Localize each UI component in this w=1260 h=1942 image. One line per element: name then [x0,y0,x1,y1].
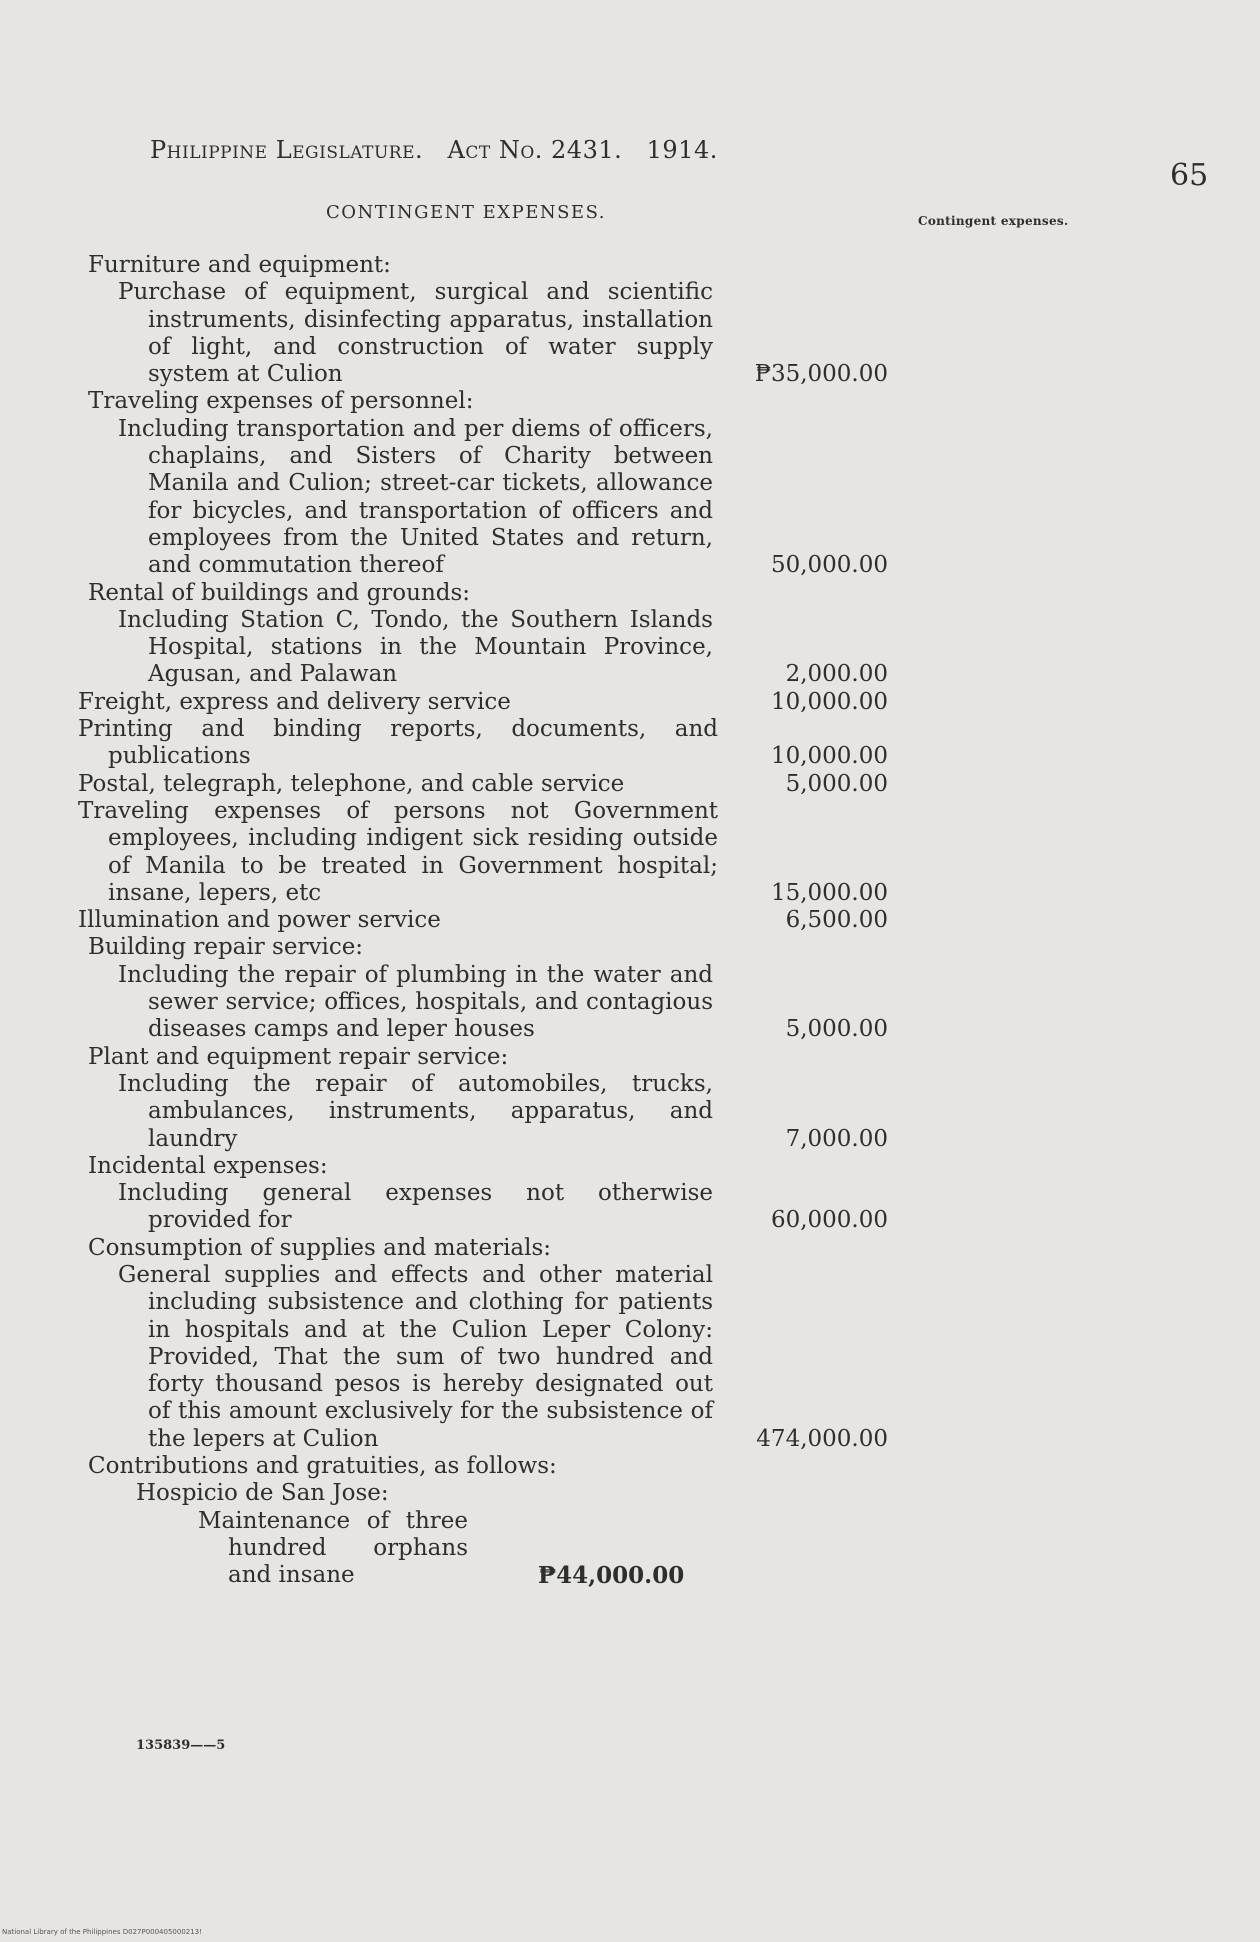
legislature-name: Philippine Legislature. [150,136,424,164]
item-amount: ₱44,000.00 [538,1562,685,1590]
item-amount: 60,000.00 [770,1207,888,1234]
page-number: 65 [1170,158,1209,193]
item-detail: Maintenance of three hundred orphans and insane [198,1507,468,1589]
list-item [78,1180,898,1235]
item-detail: Printing and binding reports, documents, and publications [78,716,718,770]
item-heading: Consumption of supplies and materials: [88,1234,552,1261]
year: 1914. [646,136,718,164]
signature-mark: 135839——5 [136,1738,226,1753]
margin-note: Contingent expenses. [918,214,1069,228]
item-amount: 5,000.00 [785,1016,888,1043]
item-amount: ₱35,000.00 [754,361,888,388]
item-heading: Building repair service: [88,934,364,961]
appropriation-list [78,252,898,1590]
item-amount: 5,000.00 [785,770,888,797]
item-amount: 50,000.00 [770,552,888,579]
item-detail: Illumination and power service [78,907,441,934]
item-detail: Including transportation and per diems of officers, chaplains, and Sisters of Charity between Manila and Culion; street-car tickets, allowance for bicycles, and transportation of officers and employees from the United States and return, and commutation thereof [118,415,713,579]
contributions-heading: Contributions and gratuities, as follows: [88,1453,557,1480]
act-number: Act No. 2431. [447,136,623,164]
list-item [78,689,898,716]
item-detail: Traveling expenses of persons not Government employees, including indigent sick residing outside of Manila to be treated in Government hospital; insane, lepers, etc [78,797,718,906]
list-item [78,716,898,771]
item-amount: 10,000.00 [770,743,888,770]
running-header [150,136,870,164]
item-detail: Including the repair of automobiles, trucks, ambulances, instruments, apparatus, and laundry [118,1070,713,1152]
item-heading: Traveling expenses of personnel: [88,388,474,415]
item-amount: 474,000.00 [756,1425,888,1452]
item-detail: Including general expenses not otherwise provided for [118,1180,713,1234]
item-detail: Including Station C, Tondo, the Southern Islands Hospital, stations in the Mountain Province, Agusan, and Palawan [118,606,713,688]
section-title: CONTINGENT EXPENSES. [326,202,606,223]
item-detail: Including the repair of plumbing in the water and sewer service; offices, hospitals, and contagious diseases camps and leper houses [118,961,713,1043]
item-amount: 10,000.00 [770,688,888,715]
item-detail: Purchase of equipment, surgical and scientific instruments, disinfecting apparatus, installation of light, and construction of water supply system at Culion [118,279,713,388]
scan-footer: National Library of the Philippines D027P000405000213! [2,1928,202,1936]
list-item [78,1507,685,1590]
list-item [78,416,898,580]
item-amount: 6,500.00 [785,907,888,934]
list-item [78,1262,898,1453]
list-item [78,607,898,689]
item-amount: 15,000.00 [770,879,888,906]
contributions-subheading: Hospicio de San Jose: [136,1480,389,1507]
list-item [78,962,898,1044]
item-detail: General supplies and effects and other material including subsistence and clothing for patients in hospitals and at the Culion Leper Colony: Provided, That the sum of two hundred and forty thousand pesos is hereby designated out of this amount exclusively for the subsistence of the lepers at Culion [118,1261,713,1452]
item-heading: Furniture and equipment: [88,252,391,278]
list-item [78,771,898,798]
item-amount: 2,000.00 [785,661,888,688]
list-item [78,1071,898,1153]
item-heading: Plant and equipment repair service: [88,1043,509,1070]
list-item [78,798,898,907]
list-item [78,907,898,934]
item-amount: 7,000.00 [785,1125,888,1152]
item-heading: Rental of buildings and grounds: [88,579,471,606]
item-detail: Freight, express and delivery service [78,688,511,715]
list-item [78,279,898,388]
item-heading: Incidental expenses: [88,1152,328,1179]
item-detail: Postal, telegraph, telephone, and cable service [78,770,625,797]
